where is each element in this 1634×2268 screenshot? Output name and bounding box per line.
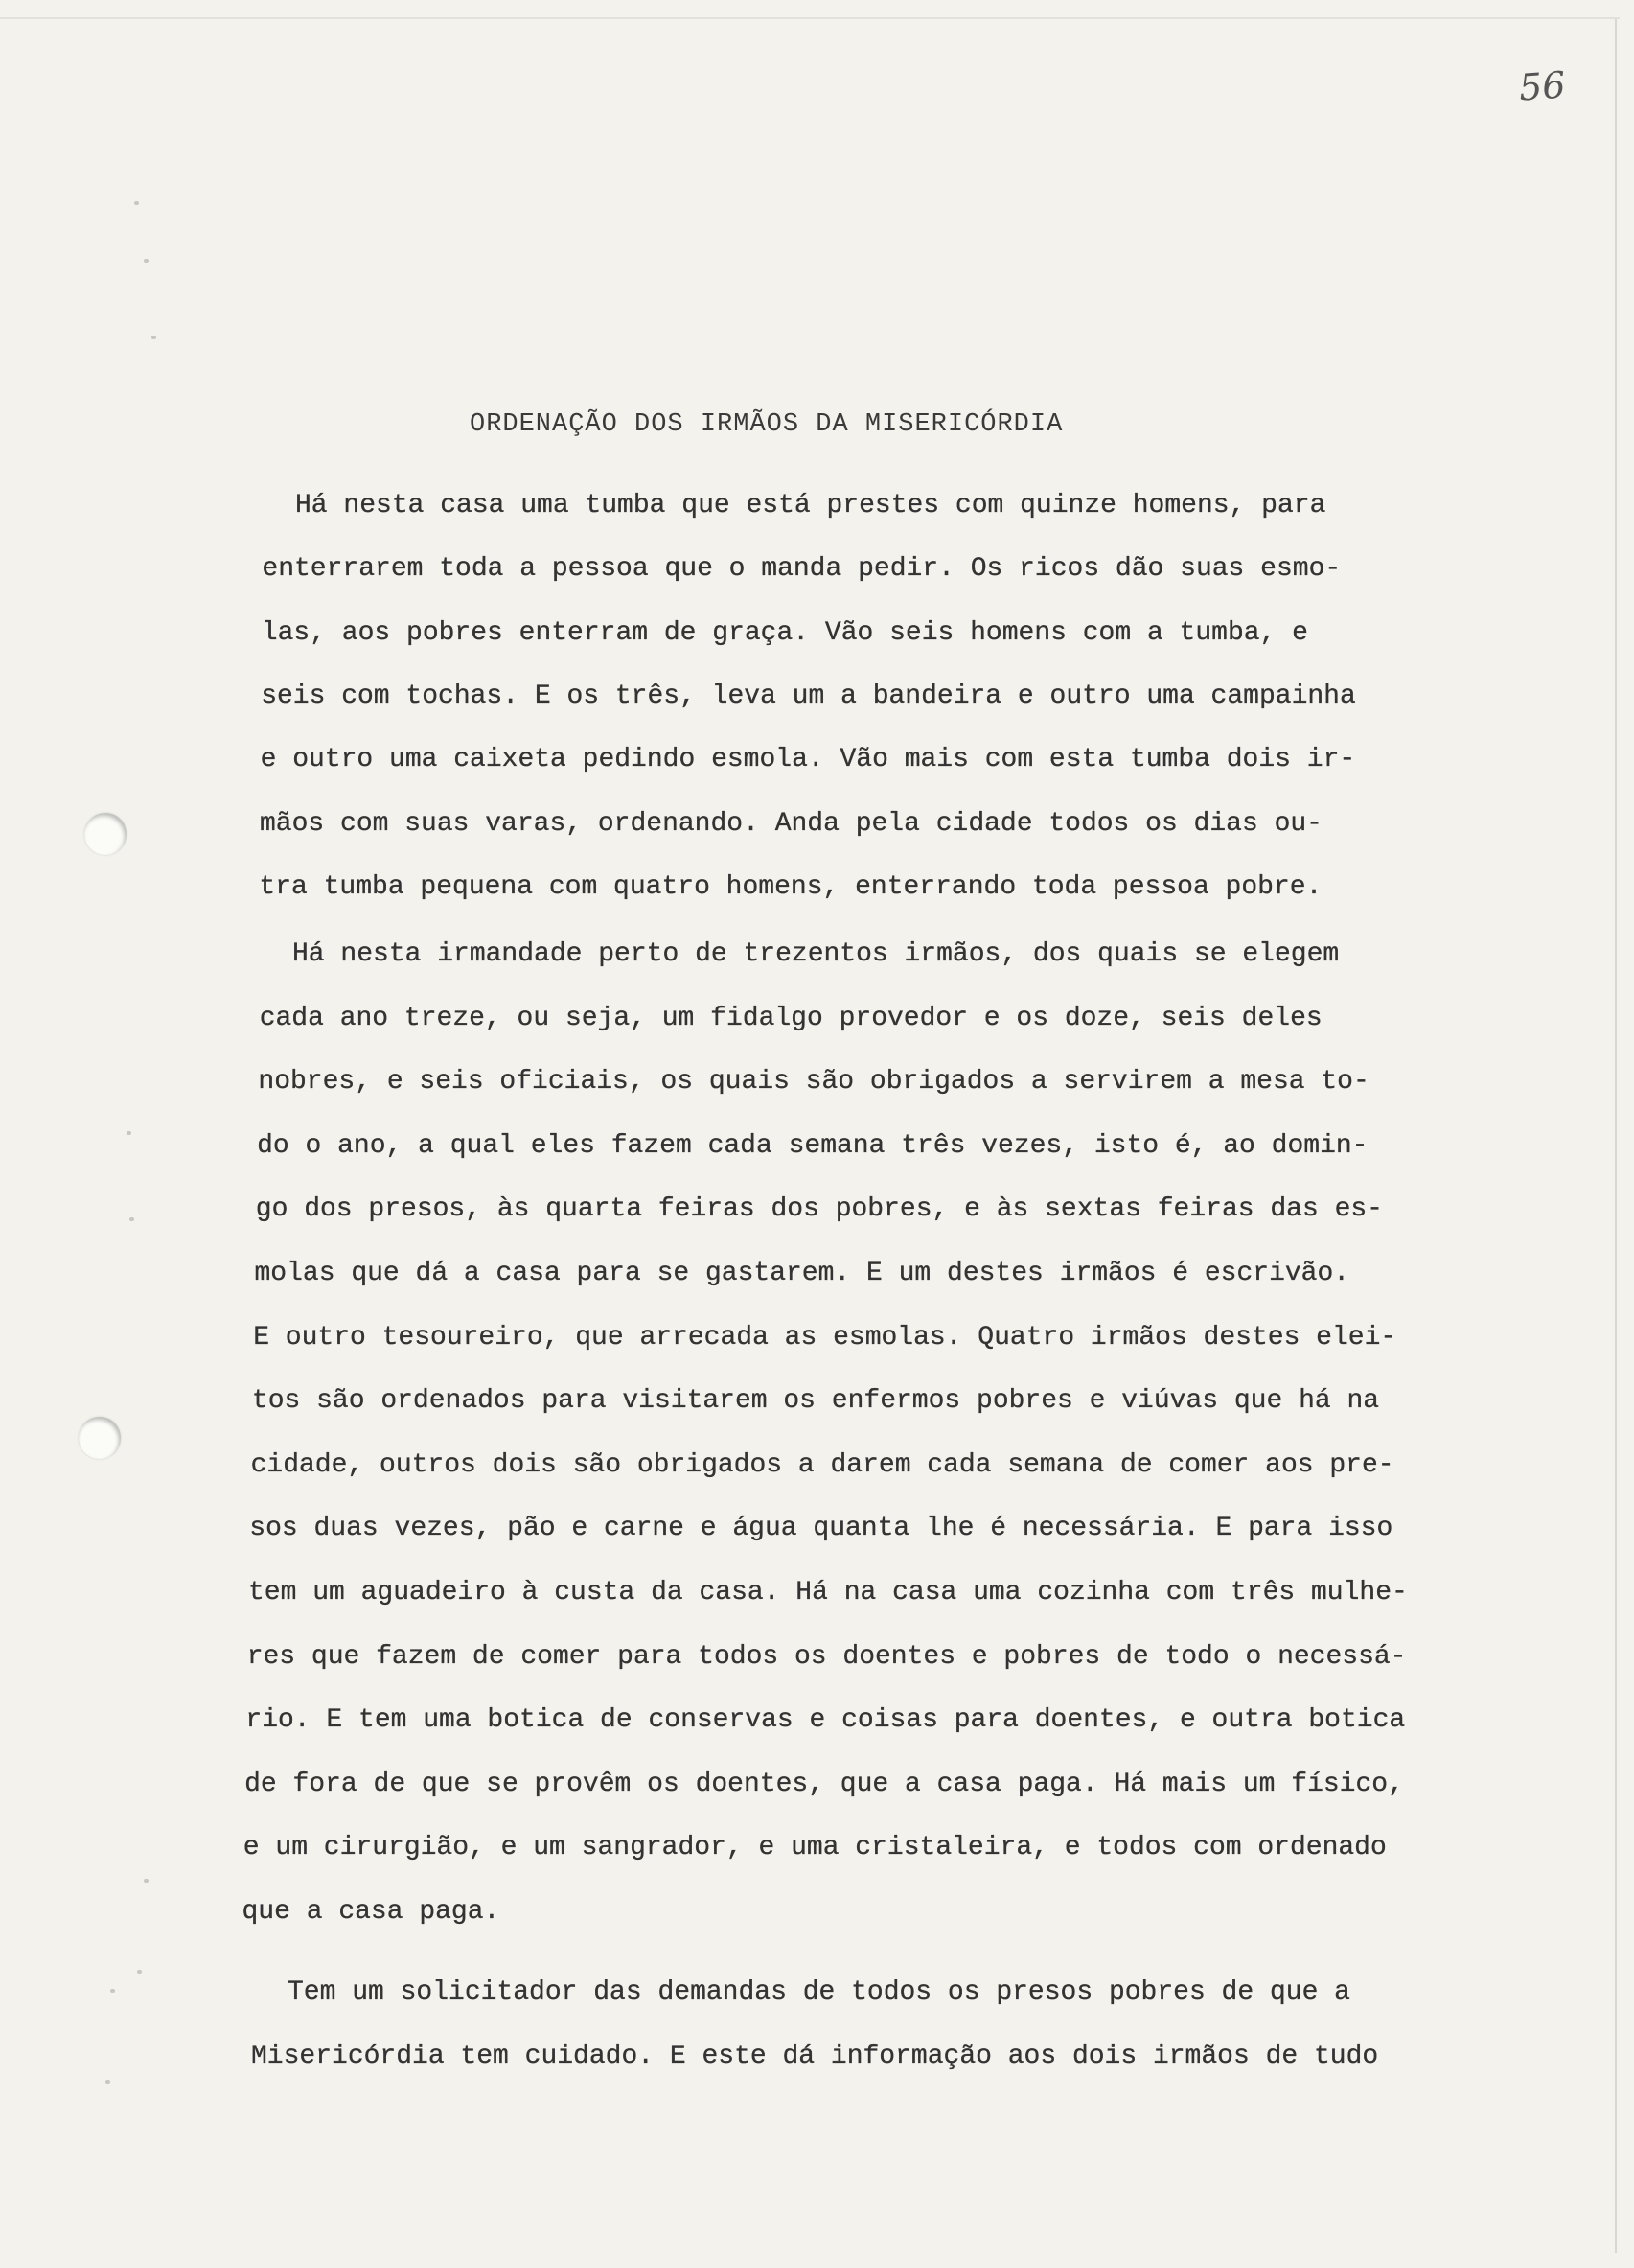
text-line: seis com tochas. E os três, leva um a bandeira e outro uma campainha (261, 681, 1356, 711)
text-line: Tem um solicitador das demandas de todos os presos pobres de que a (288, 1978, 1350, 2007)
paper-speck (151, 336, 156, 339)
paper-speck (144, 1879, 149, 1883)
text-line: Misericórdia tem cuidado. E este dá informação aos dois irmãos de tudo (251, 2042, 1379, 2071)
text-line: res que fazem de comer para todos os doentes e pobres de todo o necessá- (246, 1641, 1407, 1672)
text-line: que a casa paga. (242, 1897, 500, 1927)
document-title: ORDENAÇÃO DOS IRMÃOS DA MISERICÓRDIA (470, 410, 1064, 439)
text-line: mãos com suas varas, ordenando. Anda pela cidade todos os dias ou- (260, 808, 1323, 839)
page-edge-top (0, 17, 1620, 19)
text-line: Há nesta irmandade perto de trezentos irmãos, dos quais se elegem (292, 939, 1340, 969)
text-line: E outro tesoureiro, que arrecada as esmolas. Quatro irmãos destes elei- (253, 1322, 1397, 1353)
text-line: tem um aguadeiro à custa da casa. Há na casa uma cozinha com três mulhe- (248, 1578, 1408, 1608)
punch-hole (79, 1417, 121, 1459)
text-line: nobres, e seis oficiais, os quais são obrigados a servirem a mesa to- (258, 1067, 1369, 1098)
text-line: go dos presos, às quarta feiras dos pobres, e às sextas feiras das es- (255, 1194, 1383, 1225)
text-line: rio. E tem uma botica de conservas e coisas para doentes, e outra botica (245, 1705, 1406, 1736)
paper-speck (127, 1131, 131, 1135)
paper-speck (134, 201, 139, 205)
page-number: 56 (1517, 63, 1567, 109)
text-line: enterrarem toda a pessoa que o manda pedir. Os ricos dão suas esmo- (262, 554, 1342, 585)
text-line: Há nesta casa uma tumba que está prestes com quinze homens, para (295, 491, 1326, 521)
text-line: do o ano, a qual eles fazem cada semana três vezes, isto é, ao domin- (257, 1130, 1369, 1161)
text-line: e outro uma caixeta pedindo esmola. Vão mais com esta tumba dois ir- (260, 745, 1356, 775)
text-line: tos são ordenados para visitarem os enfermos pobres e viúvas que há na (251, 1386, 1380, 1417)
text-line: molas que dá a casa para se gastarem. E um destes irmãos é escrivão. (254, 1259, 1350, 1288)
paper-speck (129, 1217, 134, 1221)
text-line: de fora de que se provêm os doentes, que a casa paga. Há mais um físico, (244, 1769, 1404, 1799)
text-line: las, aos pobres enterram de graça. Vão seis homens com a tumba, e (261, 617, 1308, 648)
punch-hole (84, 813, 127, 855)
paper-speck (144, 259, 149, 263)
text-line: e um cirurgião, e um sangrador, e uma cristaleira, e todos com ordenado (242, 1833, 1387, 1863)
text-line: tra tumba pequena com quatro homens, enterrando toda pessoa pobre. (259, 871, 1323, 902)
text-line: cidade, outros dois são obrigados a darem cada semana de comer aos pre- (250, 1449, 1394, 1480)
text-line: cada ano treze, ou seja, um fidalgo provedor e os doze, seis deles (259, 1003, 1323, 1033)
paper-speck (105, 2080, 110, 2084)
paper-speck (137, 1970, 142, 1974)
text-line: sos duas vezes, pão e carne e água quanta lhe é necessária. E para isso (249, 1514, 1393, 1544)
paper-speck (110, 1989, 115, 1993)
page-edge-right (1615, 19, 1617, 2253)
